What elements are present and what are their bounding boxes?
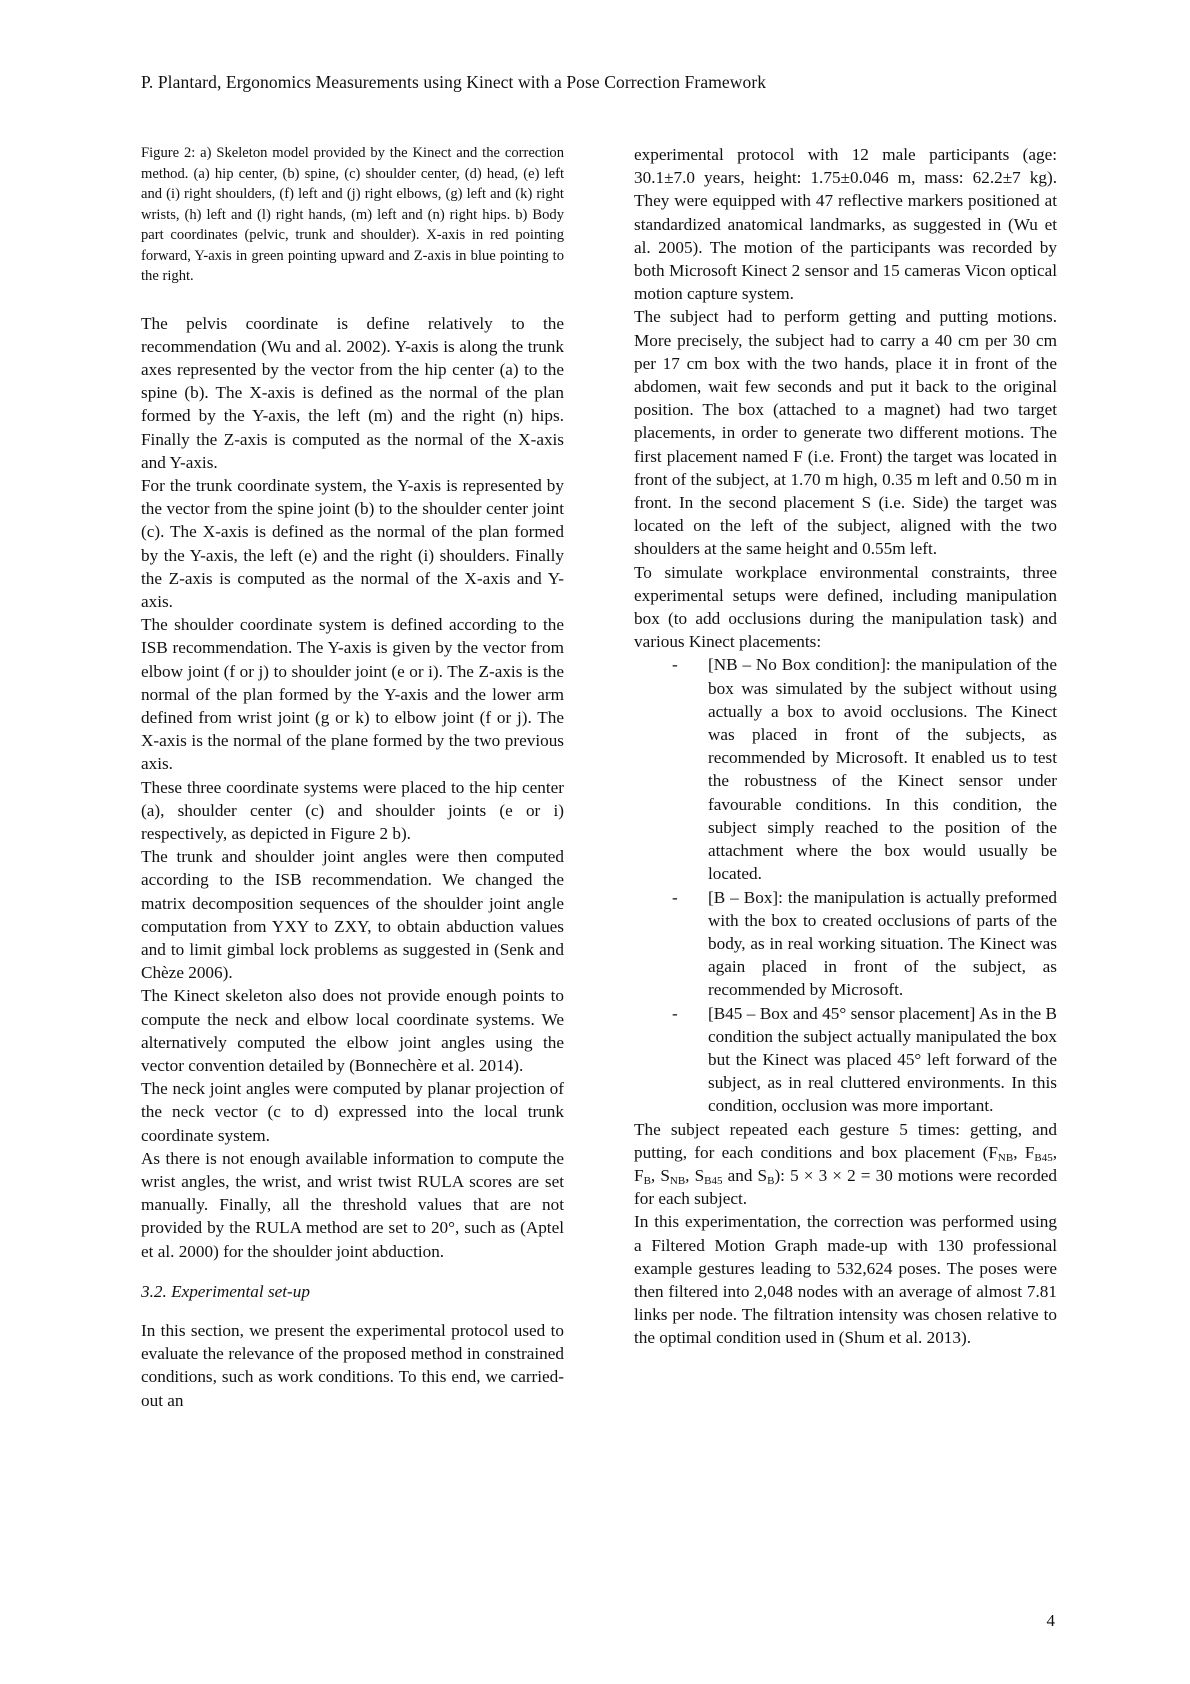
paragraph-protocol: experimental protocol with 12 male participants (age: 30.1±7.0 years, height: 1.75±0.046 m, mass: 62.2±7 kg). They were equipped with 47 reflective markers positioned at standardized anatomical landmarks, as suggested in (Wu et al. 2005). The motion of the participants was recorded by both Microsoft Kinect 2 sensor and 15 cameras Vicon optical motion capture system. (634, 145, 1057, 304)
cond-sub: B (643, 1174, 651, 1187)
cond-separator-last: and (722, 1165, 758, 1185)
paragraph-joint-angles: The trunk and shoulder joint angles were then computed according to the ISB recommendation. We changed the matrix decomposition sequences of the shoulder joint angle computation from YXY to ZXY, to obtain abduction values and to limit gimbal lock problems as suggested in (Senk and Chèze 2006). (141, 847, 564, 983)
cond-sub: NB (669, 1174, 686, 1187)
cond-sub: B45 (1034, 1151, 1053, 1164)
paragraph-setups: To simulate workplace environmental constraints, three experimental setups were defined, including manipulation box (to add occlusions during the manipulation task) and various Kinect placements: (634, 562, 1057, 652)
cond-base: S (660, 1165, 670, 1185)
cond-5 (695, 1166, 723, 1185)
section-heading: 3.2. Experimental set-up (141, 1281, 310, 1301)
paragraph-repetitions (634, 1118, 1057, 1211)
paragraph-pelvis: The pelvis coordinate is define relatively to the recommendation (Wu and al. 2002). Y-axis is along the trunk axes represented by the vector from the hip center (a) to the spine (b). The X-axis is defined as the normal of the plan formed by the Y-axis, the left (m) and the right (n) hips. Finally the Z-axis is computed as the normal of the X-axis and Y-axis. (141, 313, 564, 472)
paragraph-section-intro: In this section, we present the experimental protocol used to evaluate the relevance of the proposed method in constrained conditions, such as work conditions. To this end, we carried-out an (141, 1321, 564, 1410)
running-header: P. Plantard, Ergonomics Measurements using Kinect with a Pose Correction Framework (141, 72, 767, 92)
cond-4 (660, 1166, 685, 1185)
paragraph-shoulder: The shoulder coordinate system is defined according to the ISB recommendation. The Y-axis is given by the vector from elbow joint (f or j) to shoulder joint (e or i). The Z-axis is the normal of the plan formed by the Y-axis and the lower arm defined from wrist joint (g or k) to elbow joint (f or j). The X-axis is the normal of the plane formed by the two previous axis. (141, 615, 564, 774)
cond-3 (634, 1166, 651, 1185)
list-item (634, 653, 1057, 885)
paragraph-neck: The neck joint angles were computed by planar projection of the neck vector (c to d) expressed into the local trunk coordinate system. (141, 1079, 564, 1145)
figure-caption: Figure 2: a) Skeleton model provided by the Kinect and the correction method. (a) hip center, (b) spine, (c) shoulder center, (d) head, (e) left and (i) right shoulders, (f) left and (j) right elbows, (g) left and (k) right wrists, (h) left and (l) right hands, (m) left and (n) right hips. b) Body part coordinates (pelvic, trunk and shoulder). X-axis in red pointing forward, Y-axis in green pointing upward and Z-axis in blue pointing to the right. (141, 145, 564, 284)
page-number: 4 (1046, 1611, 1055, 1630)
paragraph-task: The subject had to perform getting and putting motions. More precisely, the subject had to carry a 40 cm per 30 cm per 17 cm box with the two hands, place it in front of the abdomen, wait few seconds and put it back to the original position. The box (attached to a magnet) had two target placements, in order to generate two different motions. The first placement named F (i.e. Front) the target was located in front of the subject, at 1.70 m high, 0.35 m left and 0.50 m in front. In the second placement S (i.e. Side) the target was located on the left of the subject, aligned with the two shoulders at the same height and 0.55m left. (634, 307, 1057, 559)
cond-base: S (694, 1165, 705, 1185)
list-item (634, 886, 1057, 1002)
cond-1 (988, 1143, 1013, 1162)
left-column (141, 143, 564, 1412)
cond-separator: , (685, 1165, 695, 1185)
cond-base: F (988, 1142, 998, 1162)
paragraph-correction: In this experimentation, the correction was performed using a Filtered Motion Graph made-up with 130 professional example gestures leading to 532,624 poses. The poses were then filtered into 2,048 nodes with an average of almost 7.81 links per node. The filtration intensity was chosen relative to the optimal condition used in (Shum et al. 2013). (634, 1212, 1057, 1348)
paragraph-placement: These three coordinate systems were placed to the hip center (a), shoulder center (c) and shoulder joints (e or i) respectively, as depicted in Figure 2 b). (141, 777, 564, 843)
list-item (634, 1002, 1057, 1118)
cond-base: F (634, 1165, 644, 1185)
paragraph-wrist: As there is not enough available information to compute the wrist angles, the wrist, and wrist twist RULA scores are set manually. Finally, all the threshold values that are not provided by the RULA method are set to 20°, such as (Aptel et al. 2000) for the shoulder joint abduction. (141, 1148, 564, 1261)
repetitions-text-after: ): 5 × 3 × 2 = 30 motions were recorded for each subject. (634, 1165, 1058, 1209)
paragraph-elbow: The Kinect skeleton also does not provide enough points to compute the neck and elbow local coordinate systems. We alternatively computed the elbow joint angles using the vector convention detailed by (Bonnechère et al. 2014). (141, 986, 564, 1075)
paragraph-trunk: For the trunk coordinate system, the Y-axis is represented by the vector from the spine joint (b) to the shoulder center joint (c). The X-axis is defined as the normal of the plan formed by the Y-axis, the left (e) and the right (i) shoulders. Finally the Z-axis is computed as the normal of the X-axis and Y-axis. (141, 475, 564, 611)
cond-separator: , (1013, 1142, 1025, 1162)
cond-6 (758, 1166, 775, 1185)
bullet-dash: - (672, 1003, 678, 1023)
cond-base: S (757, 1165, 768, 1185)
cond-base: F (1024, 1142, 1035, 1162)
right-column (634, 143, 1057, 1350)
cond-sub: NB (997, 1151, 1014, 1164)
cond-sub: B (767, 1174, 775, 1187)
cond-sub: B45 (704, 1174, 723, 1187)
bullet-dash: - (672, 887, 678, 907)
bullet-text: [NB – No Box condition]: the manipulation of the box was simulated by the subject without using actually a box to avoid occlusions. The Kinect was placed in front of the subjects, as recommended by Microsoft. It enabled us to test the robustness of the Kinect sensor under favourable conditions. In this condition, the subject simply reached to the position of the attachment where the box would usually be located. (708, 655, 1057, 884)
repetitions-text-before: The subject repeated each gesture 5 times: getting, and putting, for each conditions and box placement ( (634, 1119, 1057, 1162)
cond-separator: , (1052, 1142, 1058, 1162)
bullet-dash: - (672, 655, 678, 675)
condition-list (634, 653, 1057, 1117)
cond-separator: , (650, 1165, 661, 1185)
cond-2 (1025, 1143, 1053, 1162)
bullet-text: [B – Box]: the manipulation is actually preformed with the box to created occlusions of parts of the body, as in real working situation. The Kinect was again placed in front of the subject, as recommended by Microsoft. (708, 887, 1057, 1000)
bullet-text: [B45 – Box and 45° sensor placement] As in the B condition the subject actually manipulated the box but the Kinect was placed 45° left forward of the subject, as in real cluttered environments. In this condition, occlusion was more important. (708, 1003, 1057, 1116)
